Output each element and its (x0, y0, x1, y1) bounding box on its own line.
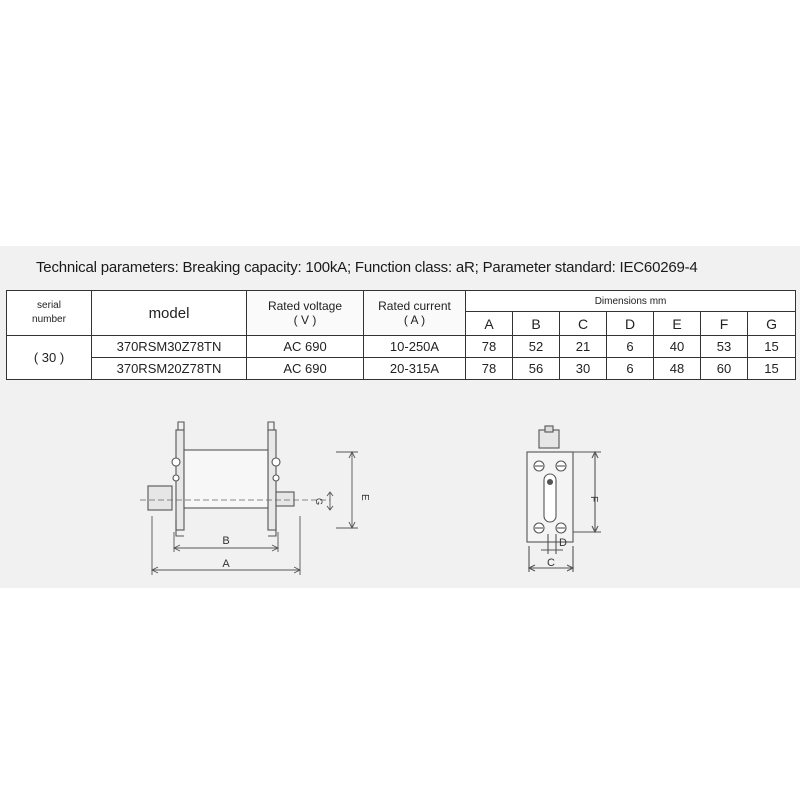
dimensions-header: Dimensions mm (466, 291, 796, 312)
row-dim-e: 40 (654, 336, 701, 358)
row-dim-f: 60 (701, 358, 748, 380)
row-current: 10-250A (364, 336, 466, 358)
dim-col-g: G (748, 312, 796, 336)
dim-col-f: F (701, 312, 748, 336)
row-dim-g: 15 (748, 358, 796, 380)
serial-header-line: serial (37, 300, 61, 311)
dim-label-a: A (222, 558, 230, 570)
rated-voltage-label: Rated voltage (267, 299, 343, 313)
dim-col-b: B (513, 312, 560, 336)
dim-label-f: F (588, 496, 599, 503)
rated-current-unit: ( A ) (403, 313, 426, 327)
row-dim-c: 30 (560, 358, 607, 380)
row-dim-e: 48 (654, 358, 701, 380)
row-dim-g: 15 (748, 336, 796, 358)
dim-label-g: G (314, 498, 324, 506)
dim-label-e: E (359, 494, 370, 501)
row-dim-b: 56 (513, 358, 560, 380)
dim-col-d: D (607, 312, 654, 336)
technical-parameters-title: Technical parameters: Breaking capacity: 100kA; Function class: aR; Parameter standard: IEC60269-4 (36, 259, 698, 276)
row-voltage: AC 690 (247, 336, 364, 358)
row-voltage: AC 690 (247, 358, 364, 380)
row-dim-a: 78 (466, 358, 513, 380)
dim-col-c: C (560, 312, 607, 336)
row-dim-d: 6 (607, 358, 654, 380)
model-header: model (92, 291, 247, 336)
rated-voltage-unit: ( V ) (293, 313, 317, 327)
row-dim-d: 6 (607, 336, 654, 358)
row-current: 20-315A (364, 358, 466, 380)
spec-table (6, 290, 796, 380)
table-row (7, 336, 796, 358)
rated-voltage-header (247, 291, 364, 336)
row-model: 370RSM30Z78TN (92, 336, 247, 358)
row-dim-b: 52 (513, 336, 560, 358)
dim-col-a: A (466, 312, 513, 336)
row-dim-f: 53 (701, 336, 748, 358)
dim-label-b: B (222, 535, 230, 547)
side-view-diagram (515, 424, 615, 580)
row-model: 370RSM20Z78TN (92, 358, 247, 380)
row-dim-c: 21 (560, 336, 607, 358)
table-row (7, 358, 796, 380)
rated-current-header (364, 291, 466, 336)
dim-label-d: D (559, 537, 567, 549)
front-view-diagram (140, 420, 380, 582)
number-header-line: number (32, 314, 66, 325)
row-dim-a: 78 (466, 336, 513, 358)
serial-value: ( 30 ) (7, 336, 92, 380)
dim-label-c: C (547, 557, 555, 569)
rated-current-label: Rated current (378, 299, 451, 313)
serial-number-header (7, 291, 92, 336)
dim-col-e: E (654, 312, 701, 336)
